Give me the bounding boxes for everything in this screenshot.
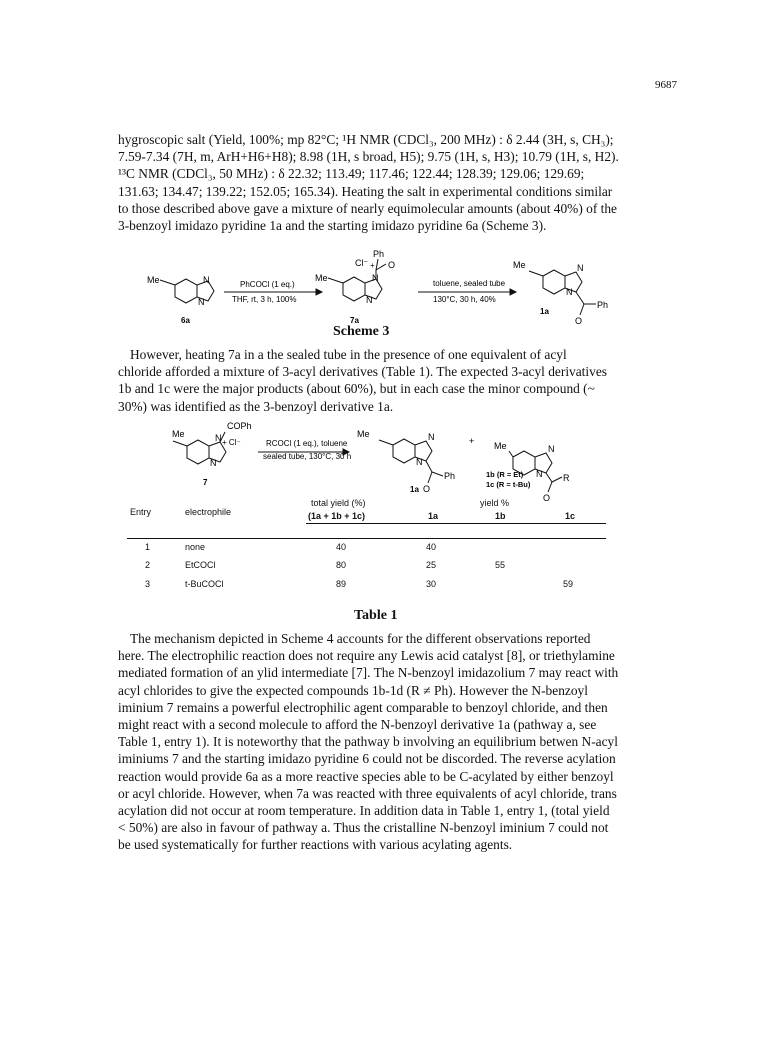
table-1-caption: Table 1 <box>354 608 398 623</box>
table-cell: 59 <box>563 579 574 589</box>
page-number: 9687 <box>655 79 677 91</box>
text-line: or acyl chloride. However, when 7a was reacted with three equivalents of acyl chloride, trans <box>118 785 617 801</box>
methyl-label: Me <box>172 429 185 439</box>
condition-label: sealed tube, 130°C, 30 h <box>263 452 352 461</box>
paragraph-3 <box>118 630 658 854</box>
oxygen-label: O <box>388 260 396 270</box>
text-line: might react with a second molecule to afford the N-benzoyl derivative 1a (pathway a, see <box>118 717 597 733</box>
text-line: reaction would provide 6a as a more reactive species able to be C-acylated by either benzoyl <box>118 768 614 784</box>
text-line: iminiums 7 and the starting imidazo pyridine 6 could not be discorded. The reverse acylation <box>118 751 616 767</box>
compound-label-1b: 1b (R = Et) <box>486 470 524 479</box>
text-line: here. The electrophilic reaction does not require any Lewis acid catalyst [8], or triethylamine <box>118 648 615 664</box>
methyl-label: Me <box>357 429 370 439</box>
text-line: 1b and 1c were the major products (about 60%), but in each case the minor compound (~ <box>118 381 595 397</box>
nitrogen-label: N <box>566 287 573 297</box>
methyl-label: Me <box>513 260 526 270</box>
text-line: 7.59-7.34 (7H, m, ArH+H6+H8); 8.98 (1H, s broad, H5); 9.75 (1H, s, H3); 10.79 (1H, s, H2). <box>118 149 619 165</box>
table-cell: 1 <box>145 542 151 552</box>
methyl-label: Me <box>494 441 507 451</box>
table-cell: 89 <box>336 579 347 589</box>
text-line: mediated formation of an ylid intermediate [7]. The N-benzoyl imidazolium 7 may react with <box>118 665 619 681</box>
table-cell: 80 <box>336 560 347 570</box>
table-cell: none <box>185 542 206 552</box>
compound-label-7: 7 <box>203 478 208 487</box>
compound-label-1c: 1c (R = t-Bu) <box>486 480 531 489</box>
plus-charge: + <box>370 261 375 270</box>
nitrogen-label: N <box>215 433 222 443</box>
text-line: < 50%) are also in favour of pathway a. Thus the cristalline N-benzoyl iminium 7 could not <box>118 820 609 836</box>
table-header-yield: yield % <box>480 498 510 508</box>
text-line: The mechanism depicted in Scheme 4 accounts for the different observations reported <box>130 631 591 646</box>
column-header-1c: 1c <box>565 511 576 521</box>
text-line: Table 1, entry 1). It is noteworthy that the pathway b involving an equilibrium betwen N-acyl <box>118 734 618 750</box>
benzoyl-label: COPh <box>227 421 252 431</box>
pyridine-ring <box>393 439 415 463</box>
condition-label: THF, rt, 3 h, 100% <box>232 295 297 304</box>
text-line: be used systematically for further reactions with various acylating agents. <box>118 837 513 853</box>
table-cell: 55 <box>495 560 506 570</box>
text-line: However, heating 7a in a the sealed tube in the presence of one equivalent of acyl <box>130 347 567 362</box>
r-group-label: R <box>563 473 570 483</box>
methyl-label: Me <box>315 273 328 283</box>
compound-label-6a: 6a <box>181 316 190 325</box>
table-header-total-yield: total yield (%) <box>311 498 366 508</box>
nitrogen-label: N <box>548 444 555 454</box>
text-line: acyl chlorides to give the expected compounds 1b-1d (R ≠ Ph). However the N-benzoyl <box>118 682 588 698</box>
table-rule <box>127 538 606 539</box>
table-cell: 3 <box>145 579 151 589</box>
nitrogen-label: N <box>366 295 373 305</box>
nitrogen-label: N <box>203 275 210 285</box>
methyl-label: Me <box>147 275 160 285</box>
column-header-entry: Entry <box>130 507 152 517</box>
text-line: ¹³C NMR (CDCl₃, 50 MHz) : δ 22.32; 113.49; 117.46; 122.44; 128.39; 129.06; 129.69; <box>118 166 585 182</box>
table-cell: 40 <box>336 542 347 552</box>
compound-label-7a: 7a <box>350 316 359 325</box>
phenyl-label: Ph <box>597 300 609 310</box>
column-header-electrophile: electrophile <box>185 507 232 517</box>
condition-label: 130°C, 30 h, 40% <box>433 295 496 304</box>
plus-sign: + <box>469 436 475 446</box>
nitrogen-label: N <box>372 273 379 283</box>
nitrogen-label: N <box>210 458 217 468</box>
nitrogen-label: N <box>577 263 584 273</box>
text-line: acylation did not occur at room temperature. In addition data in Table 1, entry 1, (total yield <box>118 803 610 819</box>
text-line: 30%) was identified as the 3-benzoyl derivative 1a. <box>118 398 394 414</box>
nitrogen-label: N <box>198 297 205 307</box>
chloride-label: Cl⁻ <box>355 258 369 268</box>
oxygen-label: O <box>575 316 583 326</box>
oxygen-label: O <box>543 493 551 503</box>
text-line: hygroscopic salt (Yield, 100%; mp 82°C; ¹H NMR (CDCl₃, 200 MHz) : δ 2.44 (3H, s, CH₃); <box>118 132 614 147</box>
pyridine-ring <box>187 440 209 464</box>
table-cell: t-BuCOCl <box>185 579 224 589</box>
text-line: to those described above gave a mixture of nearly equimolecular amounts (about 40%) of the <box>118 200 618 216</box>
text-line: iminium 7 remains a powerful electrophilic agent comparable to benzoyl chloride, and then <box>118 699 608 715</box>
table-rule <box>306 523 606 524</box>
text-line: chloride afforded a mixture of 3-acyl derivatives (Table 1). The expected 3-acyl derivatives <box>118 364 607 380</box>
oxygen-label: O <box>423 484 431 494</box>
phenyl-label: Ph <box>373 249 385 259</box>
nitrogen-label: N <box>428 432 435 442</box>
nitrogen-label: N <box>536 469 543 479</box>
column-header-1b: 1b <box>495 511 506 521</box>
text-line: 3-benzoyl imidazo pyridine 1a and the starting imidazo pyridine 6a (Scheme 3). <box>118 218 547 234</box>
table-cell: 40 <box>426 542 437 552</box>
reagent-label: PhCOCl (1 eq.) <box>240 280 295 289</box>
nitrogen-label: N <box>416 457 423 467</box>
table-cell: EtCOCl <box>185 560 216 570</box>
column-header-total: (1a + 1b + 1c) <box>308 511 366 521</box>
scheme-3-caption: Scheme 3 <box>333 324 390 339</box>
table-cell: 30 <box>426 579 437 589</box>
phenyl-label: Ph <box>444 471 456 481</box>
compound-label-1a: 1a <box>410 485 419 494</box>
text-line: 131.63; 134.47; 139.22; 152.05; 165.34). Heating the salt in experimental conditions similar <box>118 183 613 199</box>
column-header-1a: 1a <box>428 511 439 521</box>
table-cell: 2 <box>145 560 151 570</box>
compound-label-1a: 1a <box>540 307 549 316</box>
reagent-label: RCOCl (1 eq.), toluene <box>266 439 348 448</box>
table-cell: 25 <box>426 560 437 570</box>
chloride-label: + Cl⁻ <box>222 438 241 447</box>
reagent-label: toluene, sealed tube <box>433 279 506 288</box>
